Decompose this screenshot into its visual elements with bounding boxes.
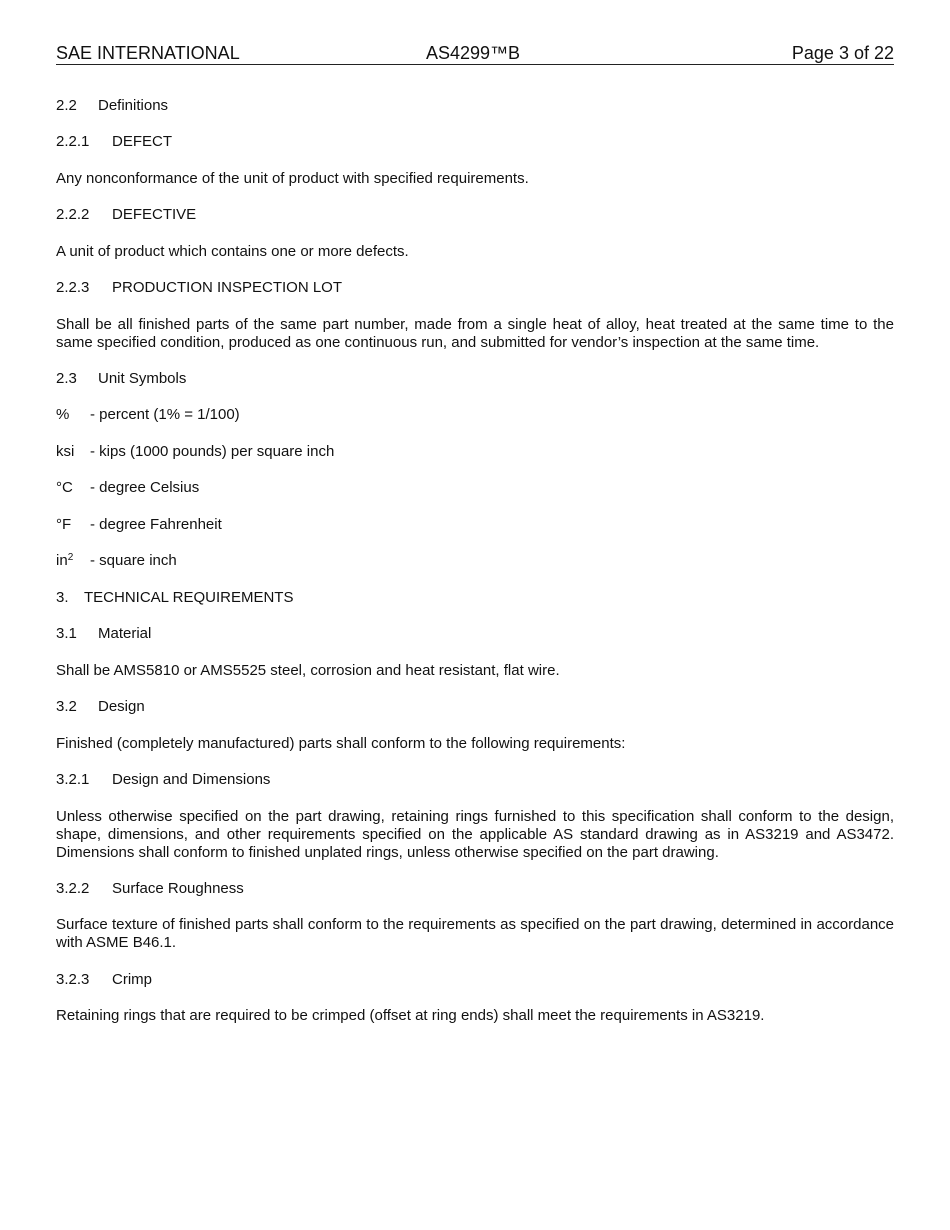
unit-symbol — [56, 552, 90, 570]
paragraph-2-2-1: Any nonconformance of the unit of product with specified requirements. — [56, 170, 529, 187]
section-number: 2.2 — [56, 97, 77, 114]
symbol-row-square-inch — [56, 552, 894, 570]
header-org: SAE INTERNATIONAL — [56, 43, 240, 63]
unit-description: - degree Fahrenheit — [90, 516, 222, 533]
paragraph-3-2-2: Surface texture of finished parts shall conform to the requirements as specified on the part drawing, determined in accordance with ASME B46.1. — [56, 916, 894, 951]
unit-description: - percent (1% = 1/100) — [90, 406, 240, 423]
unit-symbol: °C — [56, 479, 73, 496]
unit-description: - degree Celsius — [90, 479, 200, 496]
section-number: 2.2.3 — [56, 279, 90, 296]
section-number: 3.2.2 — [56, 880, 90, 897]
unit-symbol-exponent: 2 — [67, 552, 74, 563]
paragraph-3-2: Finished (completely manufactured) parts shall conform to the following requirements: — [56, 735, 626, 752]
section-number: 2.3 — [56, 370, 77, 387]
section-title: DEFECT — [112, 133, 172, 150]
unit-symbol-base: in — [56, 552, 68, 569]
section-number: 3. — [56, 589, 69, 606]
heading-2-2-2 — [56, 206, 894, 224]
section-title: PRODUCTION INSPECTION LOT — [112, 279, 343, 296]
heading-2-2-3 — [56, 279, 894, 297]
paragraph-3-2-3: Retaining rings that are required to be crimped (offset at ring ends) shall meet the requirements in AS3219. — [56, 1007, 765, 1024]
section-title: Surface Roughness — [112, 880, 244, 897]
section-number: 3.2 — [56, 698, 77, 715]
section-number: 2.2.1 — [56, 133, 90, 150]
symbol-row-fahrenheit — [56, 516, 894, 534]
unit-symbol: % — [56, 406, 70, 423]
section-number: 2.2.2 — [56, 206, 90, 223]
heading-3-2 — [56, 698, 894, 716]
page-header — [56, 43, 894, 65]
header-page-number: Page 3 of 22 — [791, 43, 894, 63]
symbol-row-celsius — [56, 479, 894, 497]
heading-3-1 — [56, 625, 894, 643]
paragraph-3-1: Shall be AMS5810 or AMS5525 steel, corrosion and heat resistant, flat wire. — [56, 662, 560, 679]
heading-3-2-3 — [56, 971, 894, 989]
section-title: Definitions — [98, 97, 169, 114]
section-title: Crimp — [112, 971, 152, 988]
section-number: 3.2.1 — [56, 771, 90, 788]
unit-symbol: °F — [56, 516, 72, 533]
paragraph-3-2-1: Unless otherwise specified on the part drawing, retaining rings furnished to this specification shall conform to the design, shape, dimensions, and other requirements specified on the applicable AS standard drawing as in AS3219 and AS3472. Dimensions shall conform to finished unplated rings, unless otherwise specified on the part drawing. — [56, 808, 894, 861]
heading-2-3 — [56, 370, 894, 388]
unit-symbol: ksi — [56, 443, 75, 460]
section-title: TECHNICAL REQUIREMENTS — [84, 589, 294, 606]
header-doc-id: AS4299™B — [426, 43, 521, 63]
section-title: Design and Dimensions — [112, 771, 271, 788]
section-title: DEFECTIVE — [112, 206, 197, 223]
section-number: 3.2.3 — [56, 971, 90, 988]
symbol-row-percent — [56, 406, 894, 424]
paragraph-2-2-2: A unit of product which contains one or more defects. — [56, 243, 409, 260]
paragraph-2-2-3: Shall be all finished parts of the same part number, made from a single heat of alloy, heat treated at the same time to the same specified condition, produced as one continuous run, and submitted for vendor’s inspection at the same time. — [56, 316, 894, 351]
section-title: Design — [98, 698, 145, 715]
heading-3 — [56, 589, 894, 607]
section-title: Material — [98, 625, 152, 642]
heading-2-2-1 — [56, 133, 894, 151]
heading-2-2 — [56, 97, 894, 115]
section-number: 3.1 — [56, 625, 77, 642]
heading-3-2-2 — [56, 880, 894, 898]
section-title: Unit Symbols — [98, 370, 187, 387]
symbol-row-ksi — [56, 443, 894, 461]
unit-description: - kips (1000 pounds) per square inch — [90, 443, 335, 460]
heading-3-2-1 — [56, 771, 894, 789]
unit-description: - square inch — [90, 552, 177, 569]
